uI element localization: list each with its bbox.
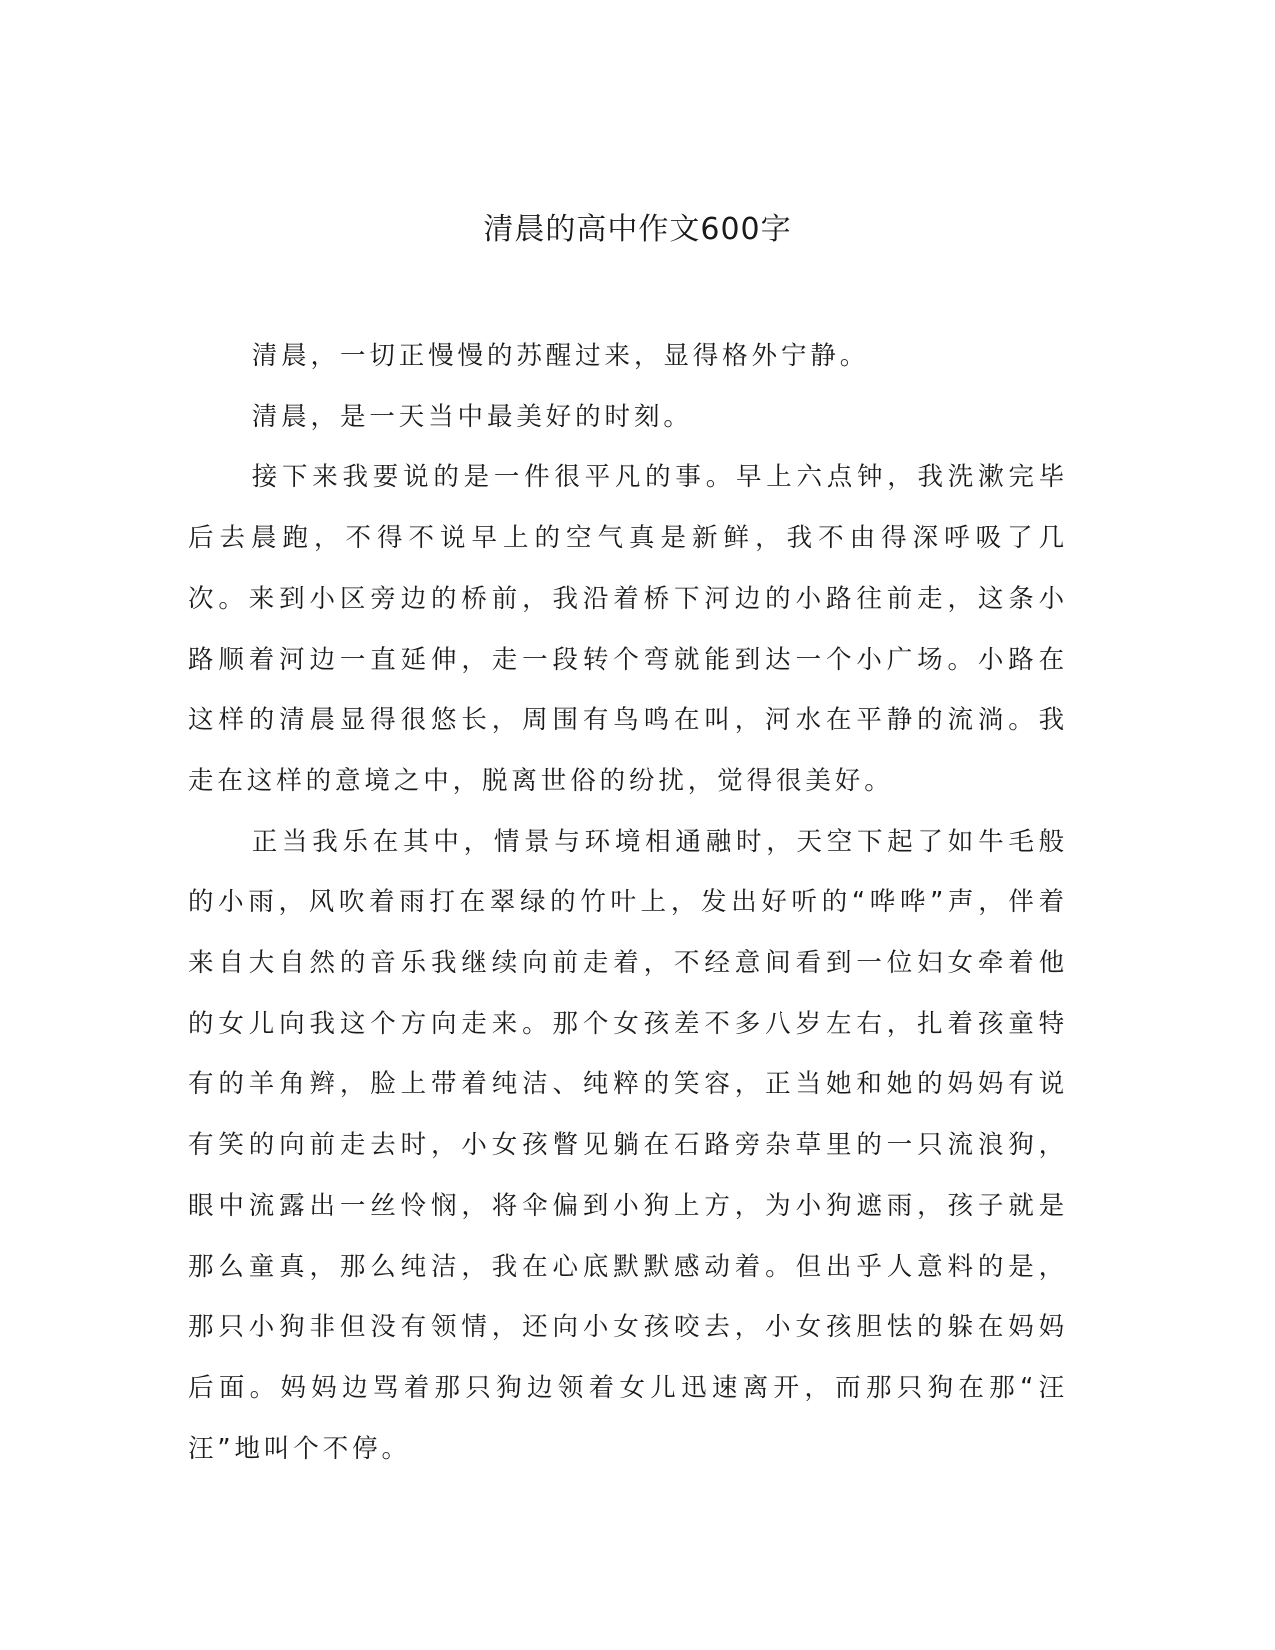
paragraph: 清晨，一切正慢慢的苏醒过来，显得格外宁静。 xyxy=(251,341,870,371)
document-title: 清晨的高中作文600字 xyxy=(483,212,792,247)
paragraph: 正当我乐在其中，情景与环境相通融时，天空下起了如牛毛般的小雨，风吹着雨打在翠绿的竹叶上，发出好听的“哗哗”声，伴着来自大自然的音乐我继续向前走着，不经意间看到一位妇女牵着他的女儿向我这个方向走来。那个女孩差不多八岁左右，扎着孩童特有的羊角辫，脸上带着纯洁、纯粹的笑容，正当她和她的妈妈有说有笑的向前走去时，小女孩瞥见躺在石路旁杂草里的一只流浪狗，眼中流露出一丝怜悯，将伞偏到小狗上方，为小狗遮雨，孩子就是那么童真，那么纯洁，我在心底默默感动着。但出乎人意料的是，那只小狗非但没有领情，还向小女孩咬去，小女孩胆怯的躲在妈妈后面。妈妈边骂着那只狗边领着女儿迅速离开，而那只狗在那“汪汪”地叫个不停。 xyxy=(188,826,1068,1464)
paragraph: 接下来我要说的是一件很平凡的事。早上六点钟，我洗漱完毕后去晨跑，不得不说早上的空气真是新鲜，我不由得深呼吸了几次。来到小区旁边的桥前，我沿着桥下河边的小路往前走，这条小路顺着河边一直延伸，走一段转个弯就能到达一个小广场。小路在这样的清晨显得很悠长，周围有鸟鸣在叫，河水在平静的流淌。我走在这样的意境之中，脱离世俗的纷扰，觉得很美好。 xyxy=(188,462,1068,796)
document-body xyxy=(188,326,1068,1479)
paragraph: 清晨，是一天当中最美好的时刻。 xyxy=(251,401,693,432)
